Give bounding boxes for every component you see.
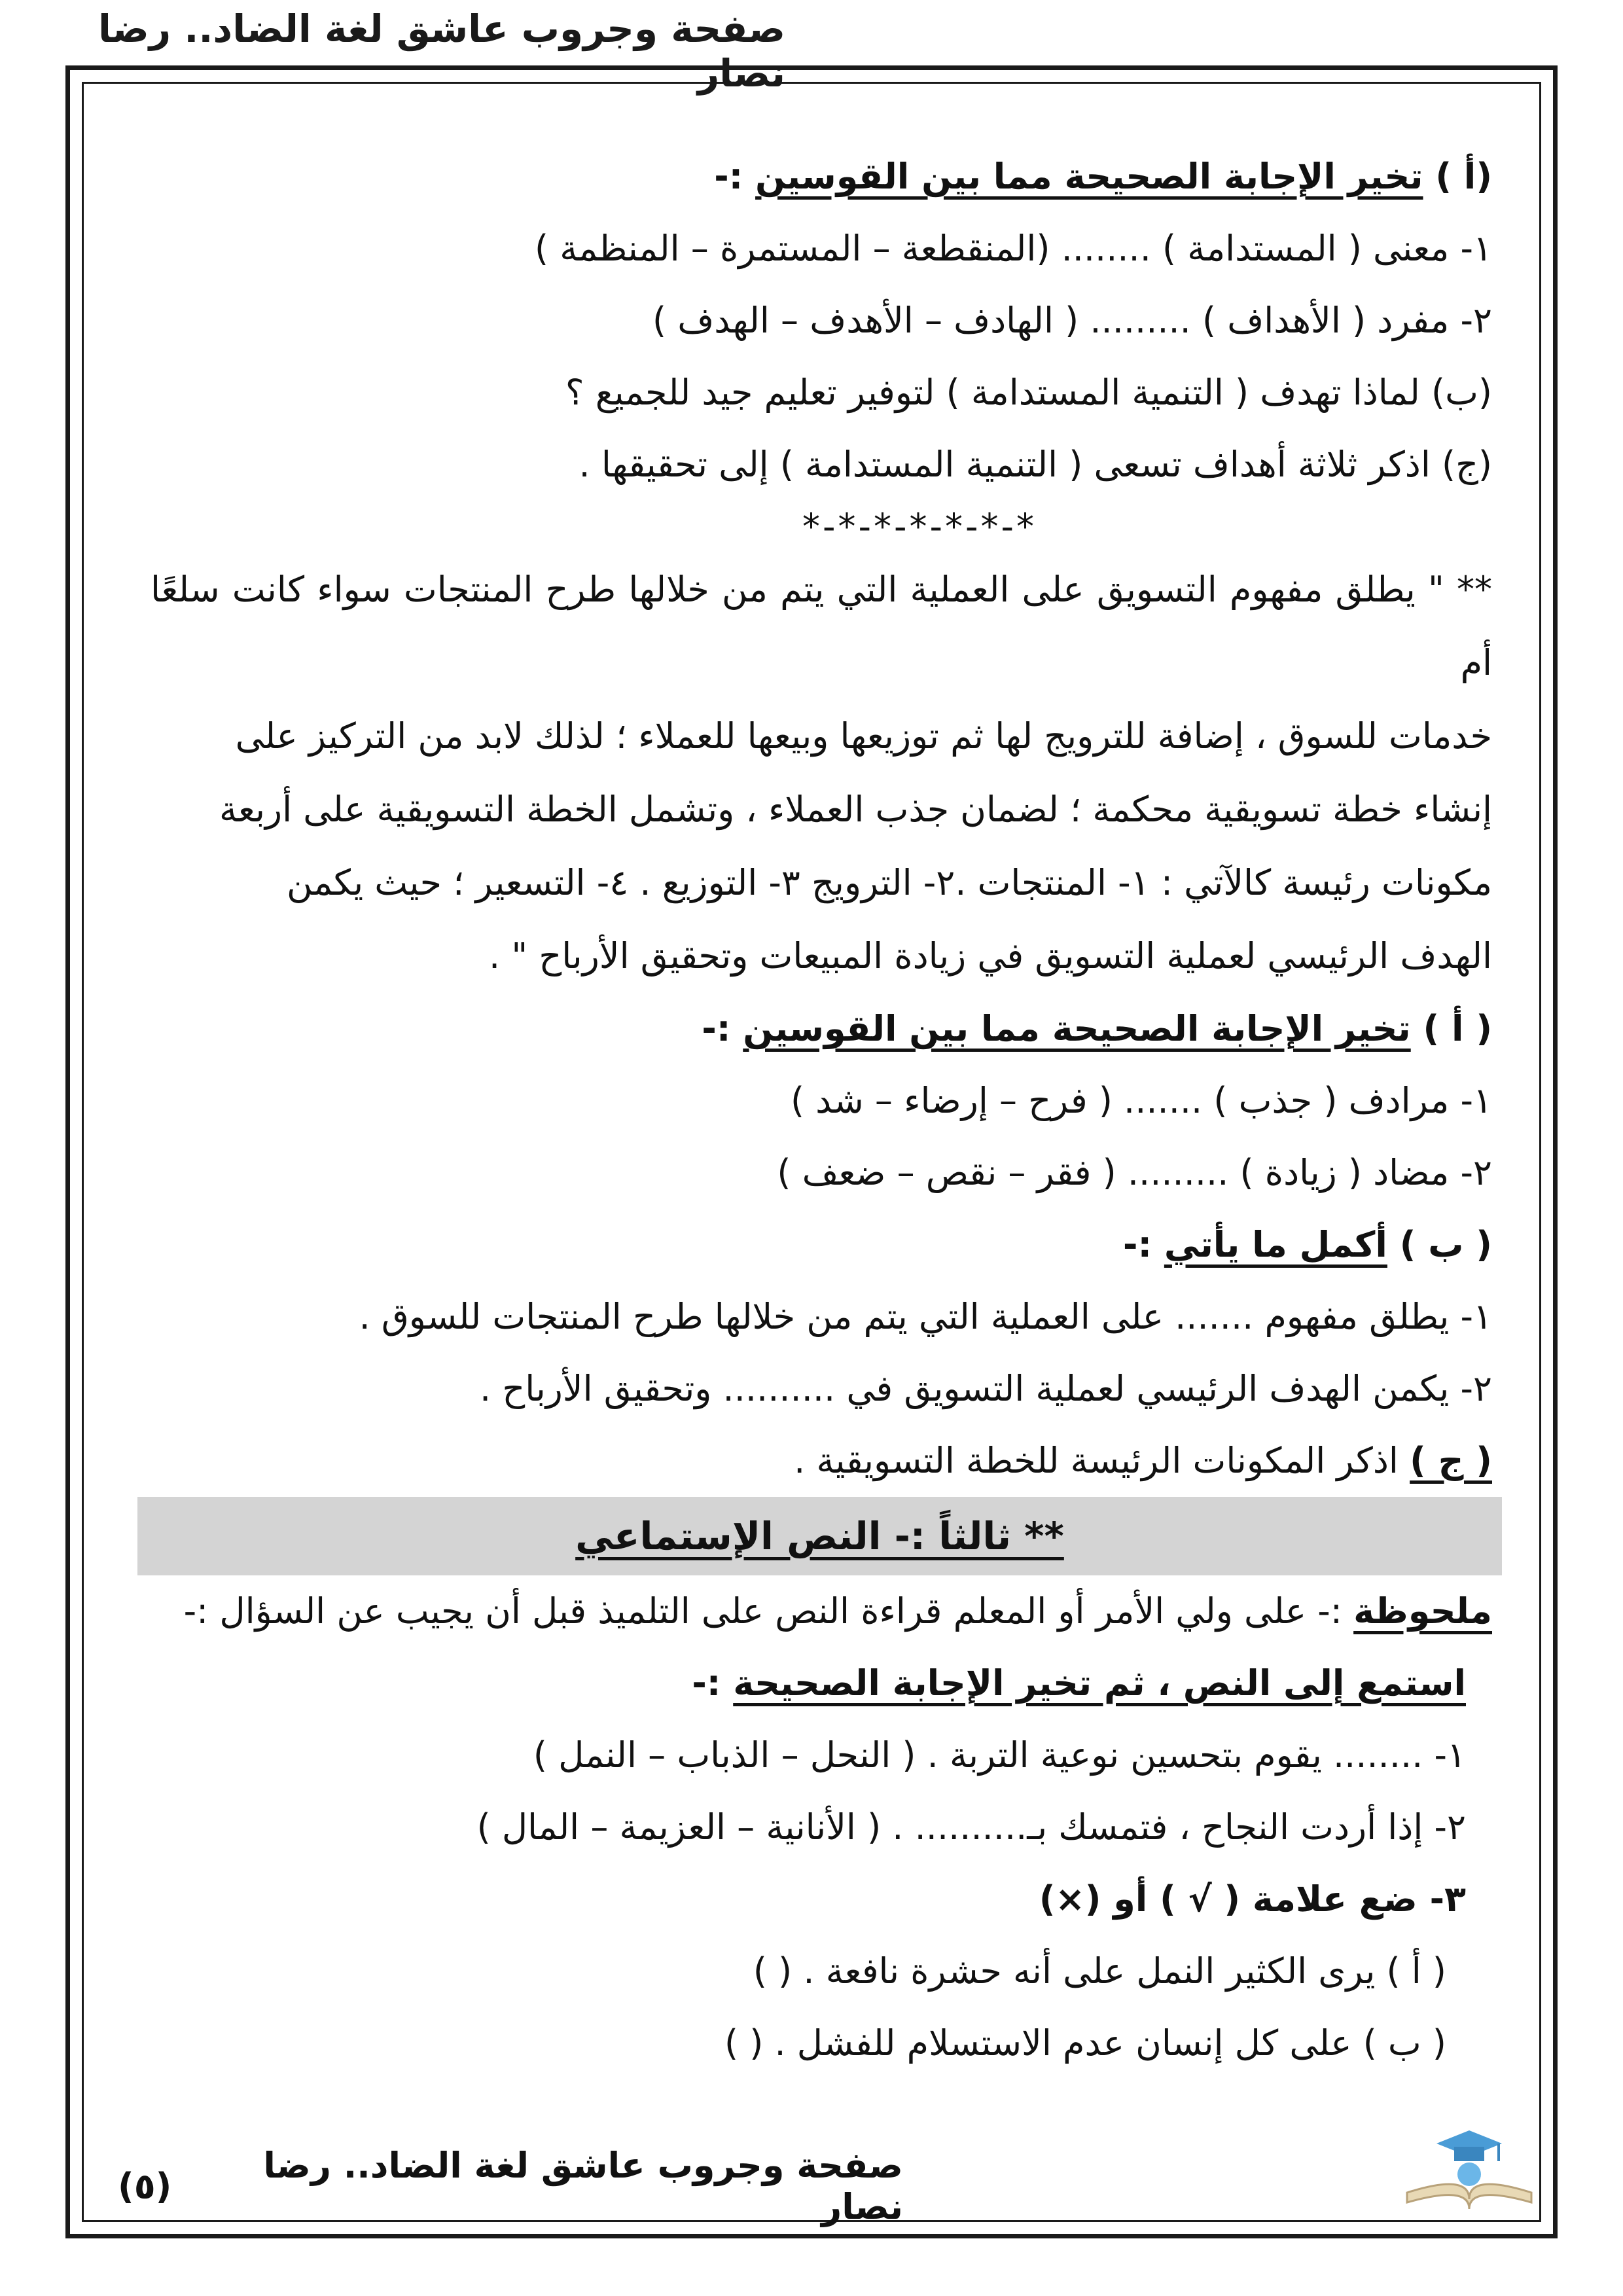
note-label: ملحوظة bbox=[1353, 1590, 1492, 1632]
footer-text: صفحة وجروب عاشق لغة الضاد.. رضا نصار bbox=[263, 2145, 903, 2227]
note-line bbox=[151, 1575, 1492, 1647]
passage-line: الهدف الرئيسي لعملية التسويق في زيادة المبيعات وتحقيق الأرباح " . bbox=[489, 935, 1492, 977]
question-title: تخير الإجابة الصحيحة مما بين القوسين bbox=[755, 156, 1423, 197]
section1-item-1: ١- معنى ( المستدامة ) ........ (المنقطعة – المستمرة – المنظمة ) bbox=[534, 228, 1492, 269]
section1-item-2: ٢- مفرد ( الأهداف ) ......... ( الهادف – الأهدف – الهدف ) bbox=[652, 300, 1492, 341]
listening-section-band bbox=[137, 1497, 1502, 1575]
section2-item-2: ٢- مضاد ( زيادة ) ......... ( فقر – نقص – ضعف ) bbox=[777, 1152, 1492, 1193]
section1-question-c: (ج) اذكر ثلاثة أهداف تسعى ( التنمية المستدامة ) إلى تحقيقها . bbox=[579, 444, 1492, 485]
section2-complete-2: ٢- يكمن الهدف الرئيسي لعملية التسويق في .......... وتحقيق الأرباح . bbox=[480, 1368, 1492, 1409]
listening-item-2: ٢- إذا أردت النجاح ، فتمسك بـ.......... . ( الأنانية – العزيمة – المال ) bbox=[476, 1806, 1466, 1848]
page-number: (٥) bbox=[118, 2165, 172, 2207]
section2-item-1: ١- مرادف ( جذب ) ....... ( فرح – إرضاء – شد ) bbox=[790, 1080, 1492, 1121]
section1-question-a-heading bbox=[151, 141, 1492, 213]
section1-question-b: (ب) لماذا تهدف ( التنمية المستدامة ) لتوفير تعليم جيد للجميع ؟ bbox=[565, 372, 1492, 413]
passage-line: خدمات للسوق ، إضافة للترويج لها ثم توزيعها وبيعها للعملاء ؛ لذلك لابد من التركيز على bbox=[235, 715, 1492, 757]
question-title: أكمل ما يأتي bbox=[1164, 1224, 1387, 1265]
section2-question-b-heading bbox=[151, 1209, 1492, 1281]
question-suffix: :- bbox=[702, 1008, 731, 1049]
question-label: ( ب ) bbox=[1399, 1224, 1492, 1265]
question-label: ( ج ) bbox=[1410, 1440, 1492, 1481]
reading-passage bbox=[151, 553, 1492, 993]
question-suffix: :- bbox=[1123, 1224, 1152, 1265]
listening-section-title: ** ثالثاً :- النص الإستماعي bbox=[575, 1514, 1064, 1558]
instruction-text: استمع إلى النص ، ثم تخير الإجابة الصحيحة bbox=[733, 1662, 1466, 1704]
listening-item-3-heading: ٣- ضع علامة ( √ ) أو (×) bbox=[1039, 1878, 1466, 1920]
listening-instruction bbox=[151, 1647, 1492, 1719]
question-title: تخير الإجابة الصحيحة مما بين القوسين bbox=[743, 1008, 1411, 1049]
instruction-suffix: :- bbox=[692, 1662, 721, 1704]
question-label: (أ ) bbox=[1435, 156, 1492, 197]
section2-question-c bbox=[151, 1425, 1492, 1497]
question-text: اذكر المكونات الرئيسة للخطة التسويقية . bbox=[794, 1440, 1399, 1481]
passage-line: إنشاء خطة تسويقية محكمة ؛ لضمان جذب العملاء ، وتشمل الخطة التسويقية على أربعة bbox=[219, 789, 1492, 830]
question-label: ( أ ) bbox=[1423, 1008, 1492, 1049]
listening-item-1: ١- ........ يقوم بتحسين نوعية التربة . ( النحل – الذباب – النمل ) bbox=[533, 1734, 1466, 1776]
worksheet-content bbox=[151, 141, 1492, 2079]
passage-line: ** " يطلق مفهوم التسويق على العملية التي يتم من خلالها طرح المنتجات سواء كانت سلعًا أم bbox=[151, 569, 1492, 683]
page-header: صفحة وجروب عاشق لغة الضاد.. رضا نصار bbox=[98, 7, 785, 96]
passage-line: مكونات رئيسة كالآتي : ١- المنتجات .٢- الترويج ٣- التوزيع . ٤- التسعير ؛ حيث يكمن bbox=[286, 862, 1492, 903]
listening-item-3a: ( أ ) يرى الكثير النمل على أنه حشرة نافعة . ( ) bbox=[753, 1950, 1446, 1992]
section2-question-a-heading bbox=[151, 993, 1492, 1065]
listening-item-3b: ( ب ) على كل إنسان عدم الاستسلام للفشل . ( ) bbox=[724, 2022, 1446, 2064]
page-footer bbox=[118, 2145, 903, 2227]
question-suffix: :- bbox=[714, 156, 743, 197]
separator: *-*-*-*-*-*-* bbox=[802, 506, 1037, 547]
section2-complete-1: ١- يطلق مفهوم ....... على العملية التي يتم من خلالها طرح المنتجات للسوق . bbox=[359, 1296, 1492, 1337]
note-text: :- على ولي الأمر أو المعلم قراءة النص على التلميذ قبل أن يجيب عن السؤال :- bbox=[183, 1590, 1342, 1632]
graduation-book-logo-icon bbox=[1394, 2114, 1544, 2219]
